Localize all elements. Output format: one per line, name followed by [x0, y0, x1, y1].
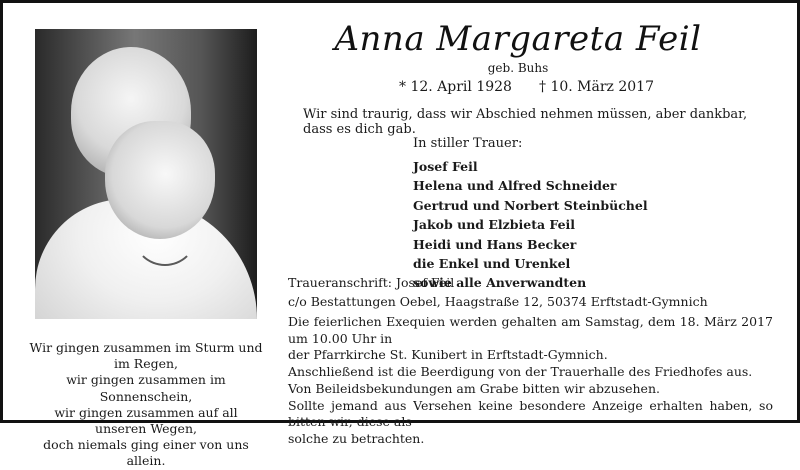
poem-line: Wir gingen zusammen im Sturm und im Regen, — [29, 340, 263, 372]
funeral-details — [288, 314, 773, 448]
address-line: c/o Bestattungen Oebel, Haagstraße 12, 50374 Erftstadt-Gymnich — [288, 294, 708, 309]
poem-line: wir gingen zusammen auf all unseren Wegen, — [54, 404, 238, 437]
mourner-item: sowie alle Anverwandten — [413, 275, 587, 291]
deceased-name: Anna Margareta Feil — [334, 19, 702, 59]
details-line: der Pfarrkirche St. Kunibert in Erftstadt-Gymnich. — [288, 347, 608, 363]
farewell-sentence: Wir sind traurig, dass wir Abschied nehmen müssen, aber dankbar, dass es dich gab. — [303, 107, 748, 137]
details-line: Die feierlichen Exequien werden gehalten am Samstag, dem 18. März 2017 um 10.00 Uhr in — [288, 314, 773, 346]
poem-line: doch niemals ging einer von uns allein. — [43, 437, 249, 469]
mourning-lead: In stiller Trauer: — [413, 136, 523, 151]
birth-date: * 12. April 1928 — [399, 79, 512, 95]
mourner-item: Jakob und Elzbieta Feil — [413, 217, 576, 233]
mourner-item: Helena und Alfred Schneider — [413, 178, 617, 194]
details-line: Sollte jemand aus Versehen keine besondere Anzeige erhalten haben, so bitten wir, diese als — [288, 397, 773, 430]
details-line: Anschließend ist die Beerdigung von der Trauerhalle des Friedhofes aus. — [288, 364, 753, 380]
photo-necklace — [133, 204, 197, 266]
address-line: Traueranschrift: Josef Feil — [288, 275, 455, 290]
death-date: † 10. März 2017 — [539, 79, 654, 95]
mourner-item: Gertrud und Norbert Steinbüchel — [413, 197, 648, 213]
mourning-address — [288, 273, 708, 311]
memorial-poem — [27, 340, 265, 470]
poem-line: wir gingen zusammen im Sonnenschein, — [66, 372, 226, 404]
details-line: solche zu betrachten. — [288, 430, 425, 446]
mourner-item: Heidi und Hans Becker — [413, 236, 577, 252]
maiden-name: geb. Buhs — [487, 61, 549, 75]
mourner-item: die Enkel und Urenkel — [413, 256, 571, 272]
mourner-item: Josef Feil — [413, 159, 478, 174]
portrait-photo — [35, 29, 257, 319]
details-line: Von Beileidsbekundungen am Grabe bitten wir abzusehen. — [288, 380, 660, 396]
